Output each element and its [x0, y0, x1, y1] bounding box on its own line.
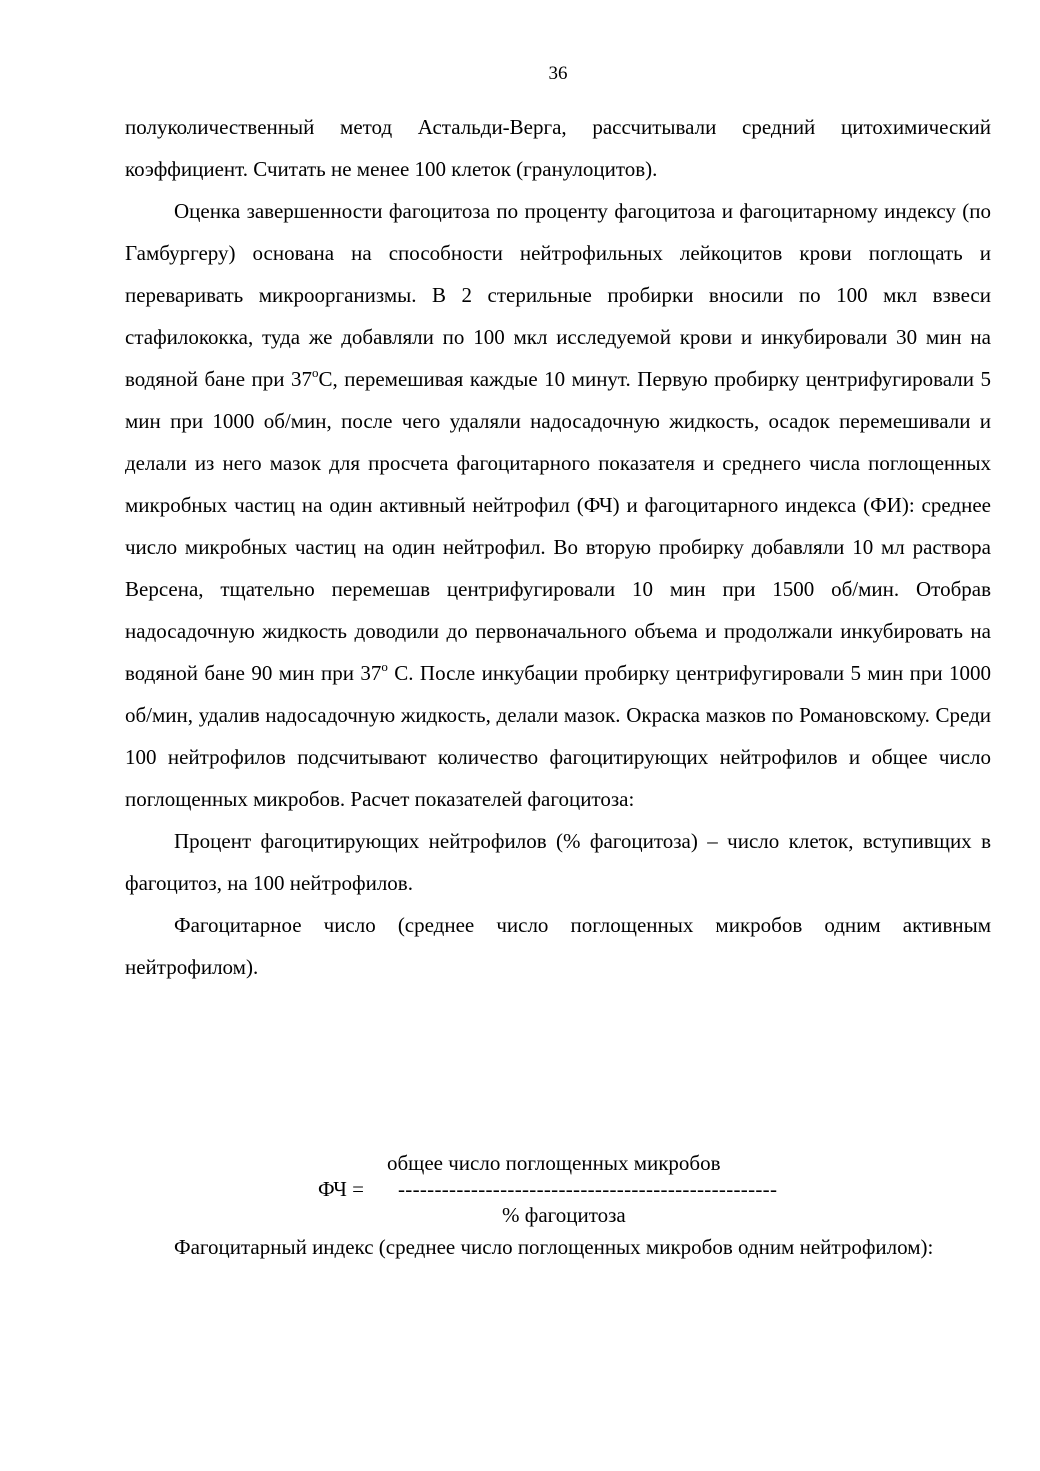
- degree-superscript-1: о: [312, 365, 319, 380]
- body-text-continued: [125, 1226, 991, 1268]
- formula-numerator: общее число поглощенных микробов: [387, 1151, 721, 1175]
- paragraph-2-part-3: С. После инкубации пробирку центрифугировали 5 мин при 1000 об/мин, удалив надосадочную жидкость, делали мазок. Окраска мазков по Романовскому. Среди 100 нейтрофилов подсчитывают количество фагоцитирующих нейтрофилов и общее число поглощенных микробов. Расчет показателей фагоцитоза:: [125, 661, 991, 811]
- paragraph-4: Фагоцитарное число (среднее число поглощенных микробов одним активным нейтрофилом).: [125, 913, 991, 979]
- formula-fraction-line: ----------------------------------------------------: [398, 1177, 778, 1201]
- paragraph-3: Процент фагоцитирующих нейтрофилов (% фагоцитоза) – число клеток, вступивщих в фагоцитоз, на 100 нейтрофилов.: [125, 829, 991, 895]
- paragraph-5: Фагоцитарный индекс (среднее число поглощенных микробов одним нейтрофилом):: [174, 1235, 934, 1259]
- paragraph-2: [125, 190, 991, 820]
- page-number: 36: [548, 63, 568, 84]
- formula-lhs: ФЧ =: [318, 1177, 365, 1201]
- degree-superscript-2: о: [381, 659, 388, 674]
- paragraph-2-part-2: С, перемешивая каждые 10 минут. Первую пробирку центрифугировали 5 мин при 1000 об/мин, после чего удаляли надосадочную жидкость, осадок перемешивали и делали из него мазок для просчета фагоцитарного показателя и среднего числа поглощенных микробных частиц на один активный нейтрофил (ФЧ) и фагоцитарного индекса (ФИ): среднее число микробных частиц на один нейтрофил. Во вторую пробирку добавляли 10 мл раствора Версена, тщательно перемешав центрифугировали 10 мин при 1500 об/мин. Отобрав надосадочную жидкость доводили до первоначального объема и продолжали инкубировать на водяной бане 90 мин при 37: [125, 367, 991, 685]
- body-text: [125, 106, 991, 988]
- paragraph-2-part-1: Оценка завершенности фагоцитоза по проценту фагоцитоза и фагоцитарному индексу (по Гамбургеру) основана на способности нейтрофильных лейкоцитов крови поглощать и переваривать микроорганизмы. В 2 стерильные пробирки вносили по 100 мкл взвеси стафилококка, туда же добавляли по 100 мкл исследуемой крови и инкубировали 30 мин на водяной бане при 37: [125, 199, 991, 391]
- formula-denominator: % фагоцитоза: [502, 1203, 626, 1227]
- paragraph-1: полуколичественный метод Астальди-Верга, рассчитывали средний цитохимический коэффициент. Считать не менее 100 клеток (гранулоцитов).: [125, 115, 991, 181]
